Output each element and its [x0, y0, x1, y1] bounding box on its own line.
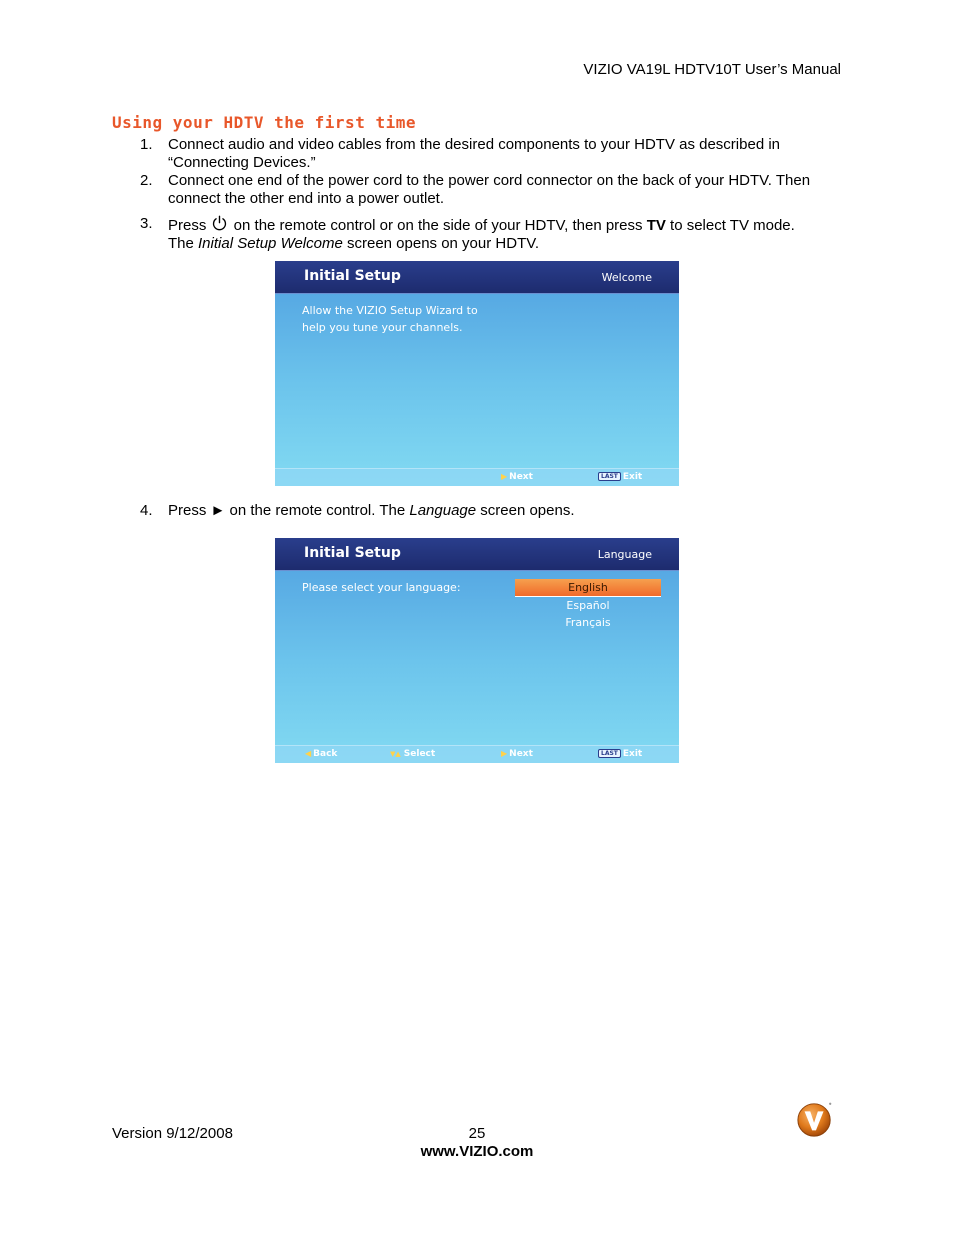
footer-back: ◀ Back	[305, 749, 338, 759]
arrow-up-down-icon: ▼▲	[390, 750, 401, 758]
footer-select: ▼▲ Select	[390, 749, 436, 759]
power-icon	[211, 215, 228, 232]
screen-title: Initial Setup	[304, 545, 401, 561]
manual-title: VIZIO VA19L HDTV10T User’s Manual	[583, 61, 841, 78]
step-number: 4.	[140, 502, 153, 519]
language-option-francais: Français	[565, 616, 611, 629]
screen-tag: Welcome	[601, 271, 652, 284]
step-text: Connect one end of the power cord to the power cord connector on the back of your HDTV. Then connect the other end into a power outlet.	[168, 172, 811, 207]
language-prompt: Please select your language:	[302, 581, 461, 594]
arrow-left-icon: ◀	[305, 749, 312, 758]
welcome-screen-image	[275, 261, 679, 486]
step-number: 1.	[140, 136, 153, 153]
step-number: 3.	[140, 215, 153, 232]
step-text: Connect audio and video cables from the desired components to your HDTV as described in “Connecting Devices.”	[168, 136, 781, 171]
setup-message: Allow the VIZIO Setup Wizard to help you tune your channels.	[302, 304, 478, 334]
vizio-logo-icon	[796, 1100, 834, 1138]
arrow-right-icon: ▶	[501, 749, 508, 758]
step-text: Press on the remote control or on the side of your HDTV, then press TV to select TV mode. The Initial Setup Welcome screen opens on your HDTV.	[168, 217, 795, 252]
footer-exit: LAST Exit	[598, 749, 642, 759]
step-text: Press ► on the remote control. The Language screen opens.	[168, 502, 575, 519]
screen-header	[275, 261, 679, 294]
step-number: 2.	[140, 172, 153, 189]
screen-tag: Language	[597, 548, 652, 561]
screen-footer	[275, 468, 679, 486]
section-title: Using your HDTV the first time	[112, 113, 416, 132]
last-key-icon: LAST	[598, 749, 621, 758]
page-number: 25	[468, 1125, 486, 1142]
screen-title: Initial Setup	[304, 268, 401, 284]
footer-next: ▶ Next	[501, 749, 533, 759]
footer-exit: LAST Exit	[598, 472, 642, 482]
last-key-icon: LAST	[598, 472, 621, 481]
screen-header	[275, 538, 679, 571]
language-option-espanol: Español	[566, 599, 610, 612]
version-label: Version 9/12/2008	[112, 1125, 233, 1142]
website-url: www.VIZIO.com	[420, 1143, 534, 1160]
footer-next: ▶ Next	[501, 472, 533, 482]
screen-footer	[275, 745, 679, 763]
language-screen-image	[275, 538, 679, 763]
language-list	[515, 579, 661, 631]
arrow-right-icon: ▶	[501, 472, 508, 481]
language-option-english: English	[515, 579, 661, 597]
